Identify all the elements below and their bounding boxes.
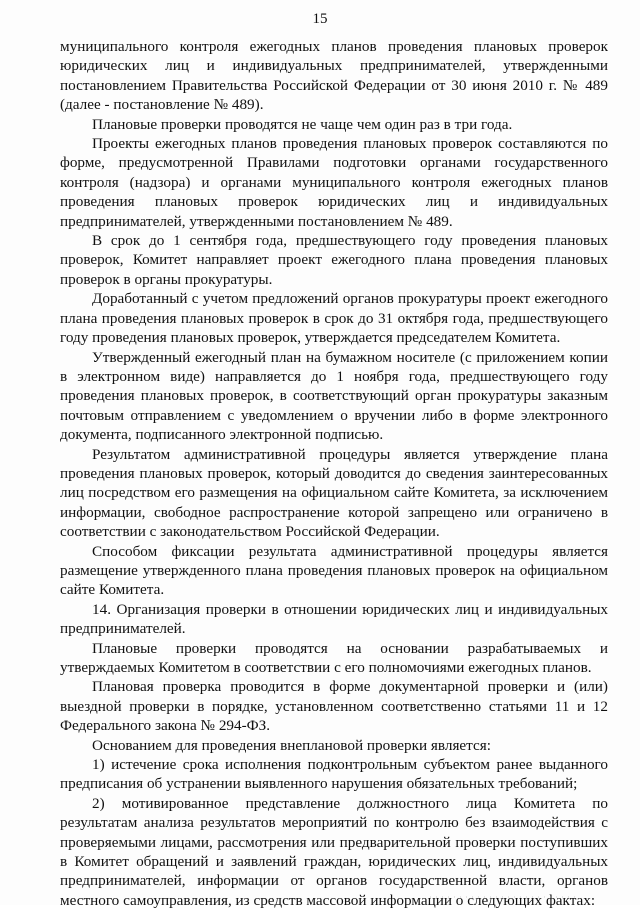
page-body [60, 37, 608, 910]
paragraph: Проекты ежегодных планов проведения плановых проверок составляются по форме, предусмотренной Правилами подготовки органами государственного контроля (надзора) и органами муниципального контроля ежегодных планов проведения плановых проверок юридических лиц и индивидуальных предпринимателей, утвержденными постановлением № 489. [60, 135, 608, 230]
paragraph: В срок до 1 сентября года, предшествующего году проведения плановых проверок, Комитет направляет проект ежегодного плана проведения плановых проверок в органы прокуратуры. [60, 232, 608, 288]
list-item: 2) мотивированное представление должностного лица Комитета по результатам анализа результатов мероприятий по контролю без взаимодействия с проверяемыми лицами, рассмотрения или предварительной проверки поступивших в Комитет обращений и заявлений граждан, юридических лиц, индивидуальных предпринимателей, информации от органов государственной власти, органов местного самоуправления, из средств массовой информации о следующих фактах: [60, 794, 608, 909]
paragraph: Плановая проверка проводится в форме документарной проверки и (или) выездной проверки в порядке, установленном соответственно статьями 11 и 12 Федерального закона № 294-ФЗ. [60, 678, 608, 735]
paragraph-continuation: муниципального контроля ежегодных планов проведения плановых проверок юридических лиц и индивидуальных предпринимателей, утвержденными постановлением Правительства Российской Федерации от 30 июня 2010 г. № 489 (далее - постановление № 489). [60, 38, 608, 114]
paragraph: Плановые проверки проводятся на основании разрабатываемых и утверждаемых Комитетом в соответствии с его полномочиями ежегодных планов. [60, 639, 608, 676]
paragraph: Доработанный с учетом предложений органов прокуратуры проект ежегодного плана проведения плановых проверок в срок до 31 октября года, предшествующего году проведения плановых проверок, утверждается председателем Комитета. [60, 290, 608, 347]
paragraph: Плановые проверки проводятся не чаще чем один раз в три года. [92, 115, 513, 133]
page-number: 15 [312, 11, 328, 27]
scan-artifact [430, 896, 580, 898]
paragraph: Способом фиксации результата административной процедуры является размещение утвержденного плана проведения плановых проверок на официальном сайте Комитета. [60, 542, 608, 599]
section-heading: 14. Организация проверки в отношении юридических лиц и индивидуальных предпринимателей. [60, 600, 608, 638]
list-item: 1) истечение срока исполнения подконтрольным субъектом ранее выданного предписания об устранении выявленного нарушения обязательных требований; [60, 756, 608, 793]
paragraph: Основанием для проведения внеплановой проверки является: [92, 736, 491, 754]
paragraph: Утвержденный ежегодный план на бумажном носителе (с приложением копии в электронном виде) направляется до 1 ноября года, предшествующего году проведения плановых проверок, в соответствующий орган прокуратуры заказным почтовым отправлением с уведомлением о вручении либо в форме электронного документа, подписанного электронной подписью. [60, 348, 608, 444]
paragraph: Результатом административной процедуры является утверждение плана проведения плановых проверок, который доводится до сведения заинтересованных лиц посредством его размещения на официальном сайте Комитета, за исключением информации, свободное распространение которой запрещено или ограничено в соответствии с законодательством Российской Федерации. [60, 445, 608, 541]
